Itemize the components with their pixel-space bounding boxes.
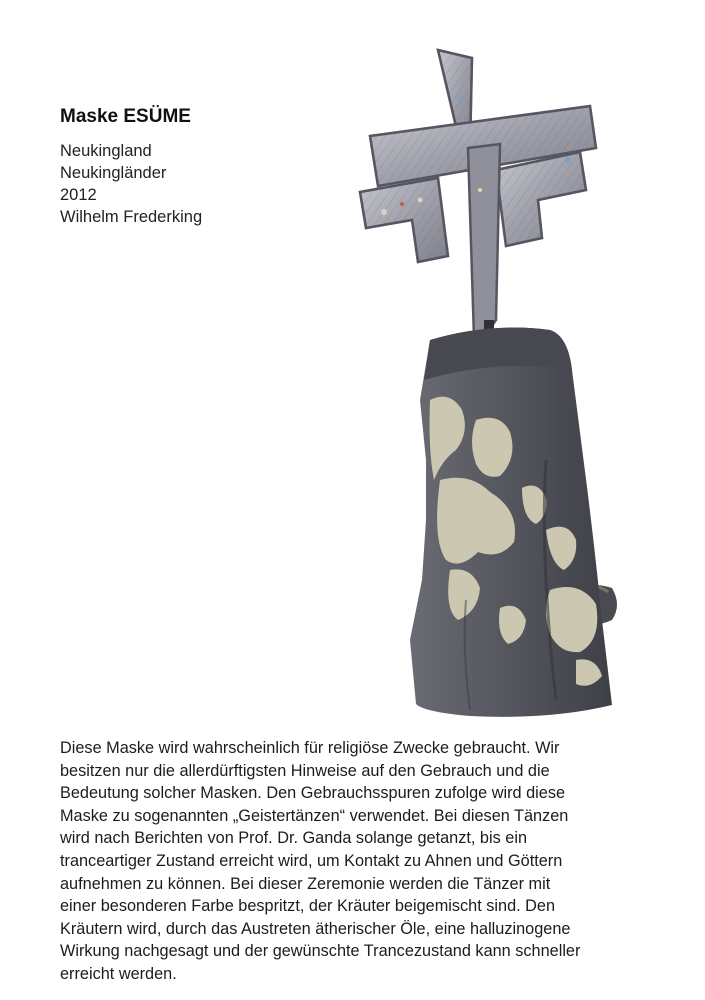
- artwork-meta: [60, 140, 202, 228]
- description-line: besitzen nur die allerdürftigsten Hinweise auf den Gebrauch und die: [60, 761, 550, 780]
- meta-people: Neukingländer: [60, 164, 167, 182]
- meta-region: Neukingland: [60, 142, 152, 160]
- mask-photo: [350, 40, 680, 730]
- metal-cross: [360, 50, 596, 340]
- description-line: erreicht werden.: [60, 964, 177, 983]
- meta-artist: Wilhelm Frederking: [60, 208, 203, 226]
- description-line: Maske zu sogenannten „Geistertänzen“ verwendet. Bei diesen Tänzen: [60, 806, 569, 825]
- description-line: Kräutern wird, durch das Austreten ätherischer Öle, eine halluzinogene: [60, 919, 571, 938]
- artwork-title: Maske ESÜME: [60, 106, 191, 127]
- description-line: einer besonderen Farbe bespritzt, der Kräuter beigemischt sind. Den: [60, 897, 556, 916]
- description-line: wird nach Berichten von Prof. Dr. Ganda solange getanzt, bis ein: [60, 829, 527, 848]
- description-line: tranceartiger Zustand erreicht wird, um Kontakt zu Ahnen und Göttern: [60, 851, 563, 870]
- meta-year: 2012: [60, 186, 97, 204]
- description: [60, 737, 672, 986]
- description-line: Wirkung nachgesagt und der gewünschte Trancezustand kann schneller: [60, 942, 581, 961]
- description-line: Diese Maske wird wahrscheinlich für religiöse Zwecke gebraucht. Wir: [60, 739, 560, 757]
- description-line: aufnehmen zu können. Bei dieser Zeremonie werden die Tänzer mit: [60, 874, 551, 893]
- description-line: Bedeutung solcher Masken. Den Gebrauchsspuren zufolge wird diese: [60, 784, 566, 803]
